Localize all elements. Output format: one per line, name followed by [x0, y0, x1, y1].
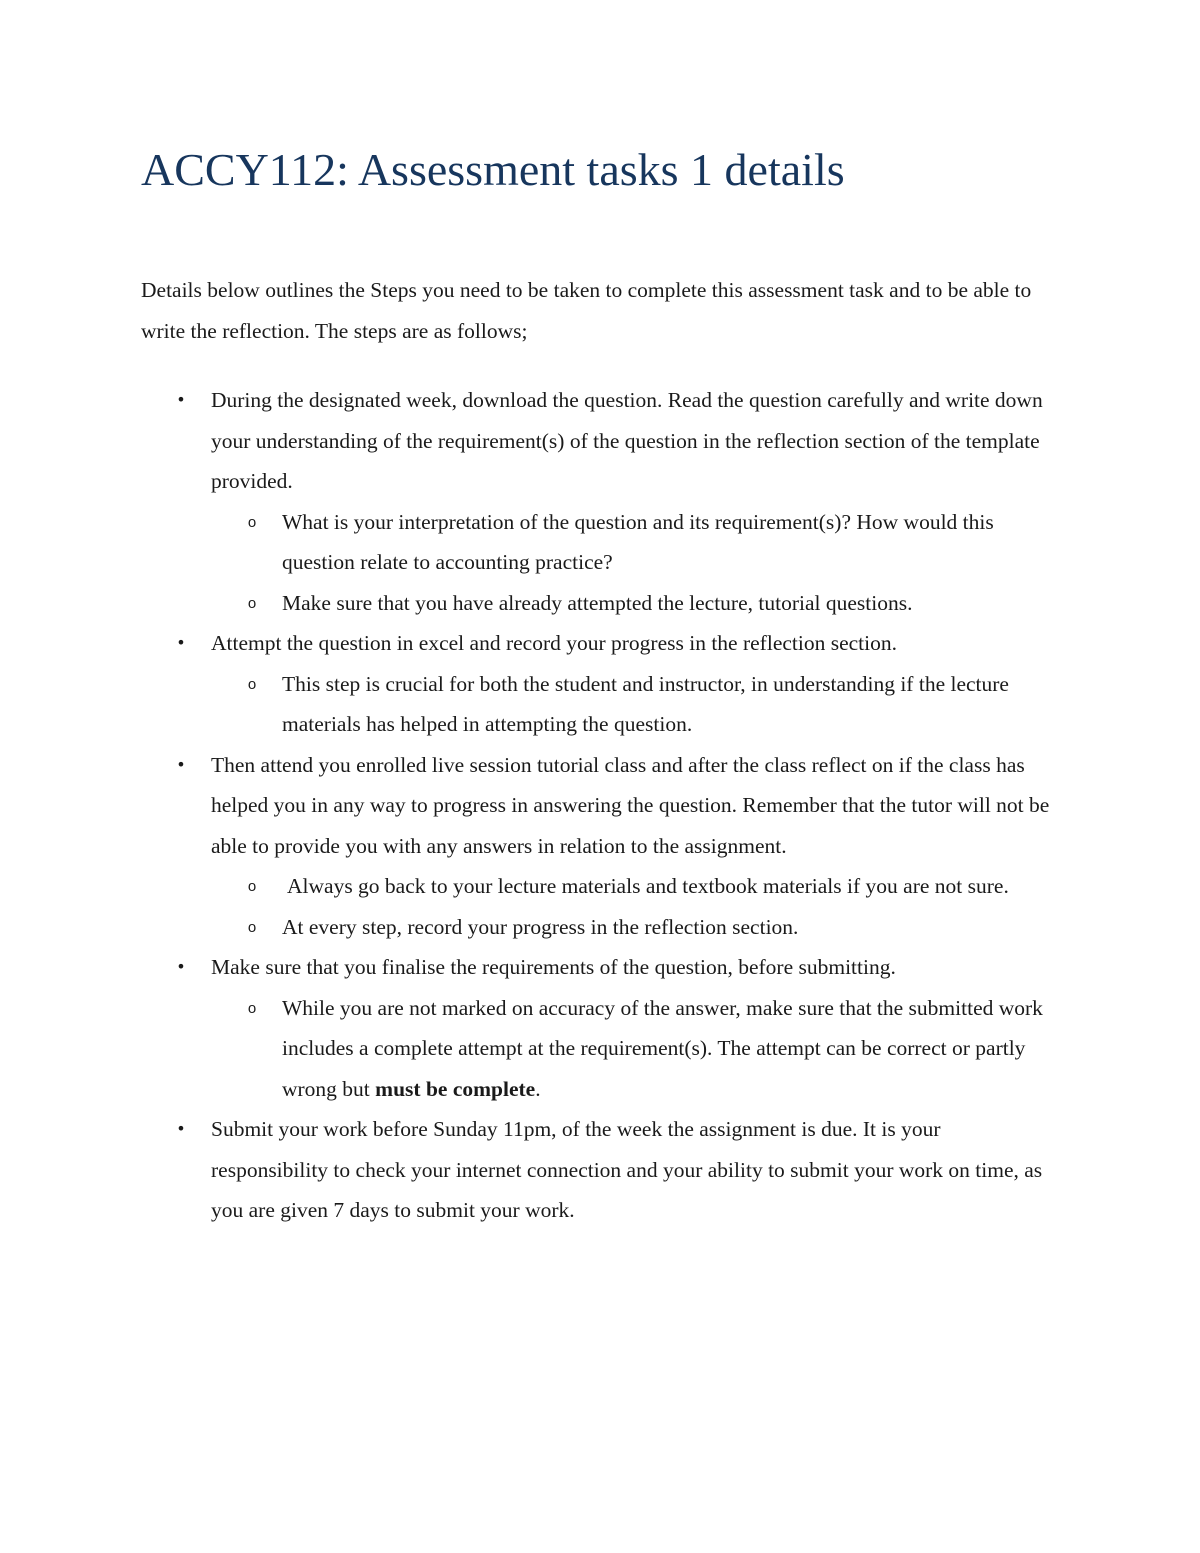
sub-step-text: This step is crucial for both the student and instructor, in understanding if the lecture materials has helped in attempting the question. — [282, 671, 1009, 736]
hollow-circle-bullet-icon: o — [247, 513, 257, 531]
sub-step-text — [282, 996, 1043, 1101]
step-text: During the designated week, download the question. Read the question carefully and write down your understanding of the requirement(s) of the question in the reflection section of the template provided. — [211, 388, 1043, 493]
document-title: ACCY112: Assessment tasks 1 details — [141, 144, 845, 195]
sub-steps-list — [211, 502, 1061, 624]
step-text: Submit your work before Sunday 11pm, of the week the assignment is due. It is your responsibility to check your internet connection and your ability to submit your work on time, as you are given 7 days to submit your work. — [211, 1117, 1043, 1222]
hollow-circle-bullet-icon: o — [247, 918, 257, 936]
emphasis-text: must be complete — [375, 1076, 536, 1101]
step-text: Then attend you enrolled live session tutorial class and after the class reflect on if the class has helped you in any way to progress in answering the question. Remember that the tutor will not be able to provide you with any answers in relation to the assignment. — [211, 752, 1050, 858]
hollow-circle-bullet-icon: o — [247, 594, 257, 612]
intro-paragraph: Details below outlines the Steps you need to be taken to complete this assessment task and to be able to write the reflection. The steps are as follows; — [141, 278, 1032, 343]
sub-step-text: At every step, record your progress in the reflection section. — [282, 914, 799, 939]
sub-step-item — [211, 502, 1061, 583]
sub-step-text: Always go back to your lecture materials and textbook materials if you are not sure. — [287, 874, 1009, 898]
step-item — [141, 947, 1061, 1109]
steps-list — [141, 380, 1061, 1231]
filled-circle-bullet-icon: • — [176, 754, 186, 774]
sub-steps-list — [211, 866, 1061, 947]
step-item — [141, 623, 1061, 745]
hollow-circle-bullet-icon: o — [247, 878, 257, 895]
sub-step-item — [211, 664, 1061, 745]
step-text: Make sure that you finalise the requirements of the question, before submitting. — [211, 955, 896, 979]
step-text: Attempt the question in excel and record your progress in the reflection section. — [211, 631, 897, 655]
sub-step-text-tail: . — [535, 1076, 541, 1101]
sub-step-item — [211, 988, 1061, 1110]
step-item — [141, 745, 1061, 948]
filled-circle-bullet-icon: • — [176, 390, 186, 409]
sub-step-item — [211, 866, 1061, 907]
hollow-circle-bullet-icon: o — [247, 999, 257, 1017]
sub-step-text-lead: While you are not marked on accuracy of the answer, make sure that the submitted work includes a complete attempt at the requirement(s). The attempt can be correct or partly wrong but — [282, 995, 1043, 1101]
sub-step-item — [211, 907, 1061, 948]
sub-steps-list — [211, 664, 1061, 745]
hollow-circle-bullet-icon: o — [247, 675, 257, 693]
sub-steps-list — [211, 988, 1061, 1110]
filled-circle-bullet-icon: • — [176, 633, 186, 652]
sub-step-text: Make sure that you have already attempted the lecture, tutorial questions. — [282, 590, 913, 615]
filled-circle-bullet-icon: • — [176, 1119, 186, 1138]
sub-step-text: What is your interpretation of the question and its requirement(s)? How would this question relate to accounting practice? — [282, 509, 994, 574]
step-item — [141, 380, 1061, 623]
filled-circle-bullet-icon: • — [176, 957, 186, 976]
sub-step-item — [211, 583, 1061, 624]
step-item — [141, 1109, 1061, 1231]
